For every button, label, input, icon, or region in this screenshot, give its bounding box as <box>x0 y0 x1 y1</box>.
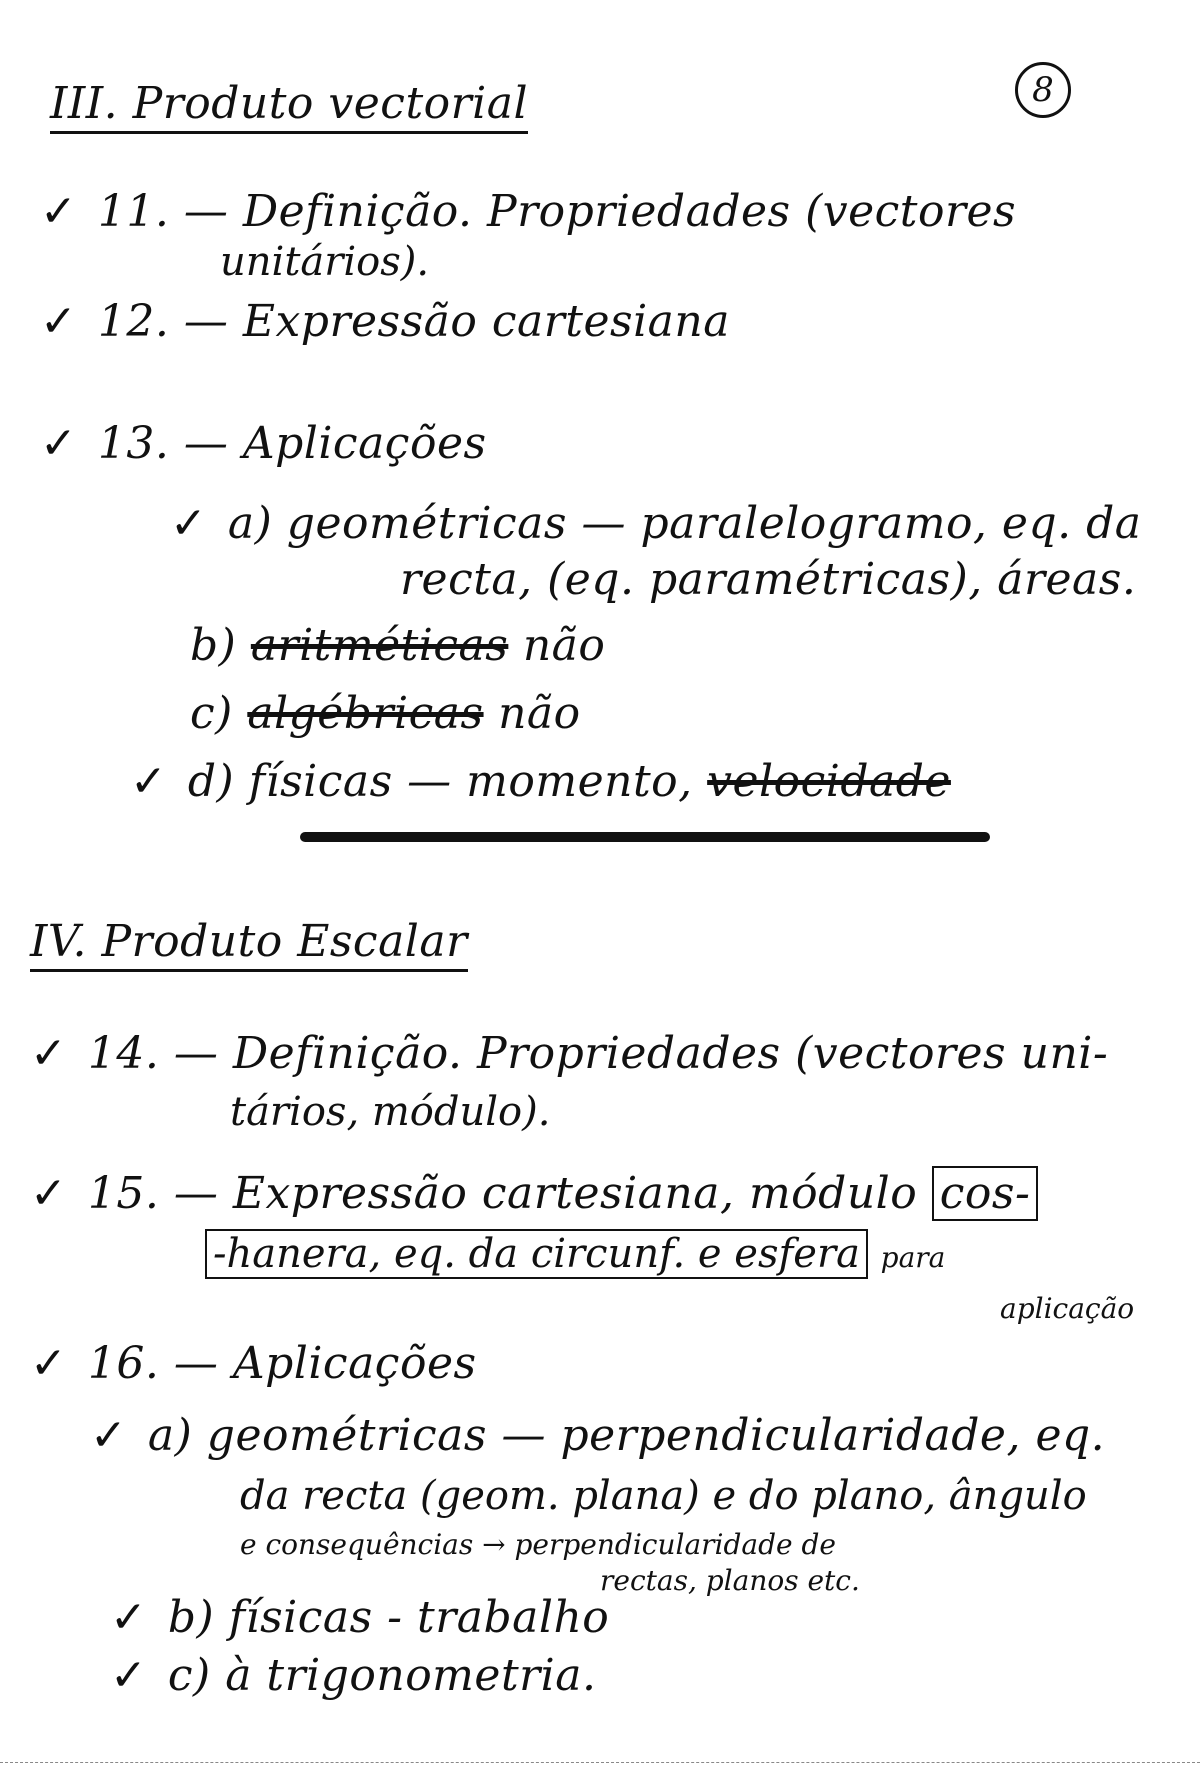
subitem-4a-continuation-2: e consequências → perpendicularidade de <box>240 1528 836 1561</box>
check-mark-icon: ✓ <box>130 756 168 807</box>
check-mark-icon: ✓ <box>40 186 78 237</box>
item-15-side-note: aplicação <box>1000 1292 1135 1325</box>
item-11: ✓ 11. — Definição. Propriedades (vectores <box>40 186 1017 237</box>
section-3-title: III. Produto vectorial <box>50 80 528 128</box>
page-number: 8 <box>1015 62 1071 118</box>
check-mark-icon: ✓ <box>40 418 78 469</box>
check-mark-icon: ✓ <box>40 296 78 347</box>
check-mark-icon: ✓ <box>30 1168 68 1219</box>
check-mark-icon: ✓ <box>170 498 208 549</box>
subitem-4a-continuation-3: rectas, planos etc. <box>600 1564 860 1597</box>
item-14: ✓ 14. — Definição. Propriedades (vectores uni- <box>30 1028 1109 1079</box>
crossed-out-scribble <box>300 832 990 842</box>
subitem-4b: ✓ b) físicas - trabalho <box>110 1592 610 1643</box>
subitem-4a-continuation-1: da recta (geom. plana) e do plano, ângulo <box>240 1473 1087 1519</box>
subitem-3d: ✓ d) físicas — momento, velocidade <box>130 756 951 807</box>
check-mark-icon: ✓ <box>110 1650 148 1701</box>
check-mark-icon: ✓ <box>110 1592 148 1643</box>
subitem-4c: ✓ c) à trigonometria. <box>110 1650 597 1701</box>
scan-edge-line <box>0 1762 1200 1763</box>
check-mark-icon: ✓ <box>30 1338 68 1389</box>
item-13: ✓ 13. — Aplicações <box>40 418 487 469</box>
check-mark-icon: ✓ <box>30 1028 68 1079</box>
section-4-title: IV. Produto Escalar <box>30 918 468 966</box>
subitem-3a: ✓ a) geométricas — paralelogramo, eq. da <box>170 498 1142 549</box>
subitem-4a: ✓ a) geométricas — perpendicularidade, eq. <box>90 1410 1106 1461</box>
item-15-continuation: -hanera, eq. da circunf. e esfera para <box>205 1232 945 1276</box>
item-15: ✓ 15. — Expressão cartesiana, módulo cos- <box>30 1170 1038 1218</box>
subitem-3b: b) aritméticas não <box>190 620 606 671</box>
subitem-3c: c) algébricas não <box>190 688 581 739</box>
item-11-continuation: unitários). <box>220 239 430 285</box>
item-12: ✓ 12. — Expressão cartesiana <box>40 296 730 347</box>
check-mark-icon: ✓ <box>90 1410 128 1461</box>
subitem-3a-continuation: recta, (eq. paramétricas), áreas. <box>400 554 1137 605</box>
item-14-continuation: tários, módulo). <box>230 1089 551 1135</box>
item-16: ✓ 16. — Aplicações <box>30 1338 477 1389</box>
